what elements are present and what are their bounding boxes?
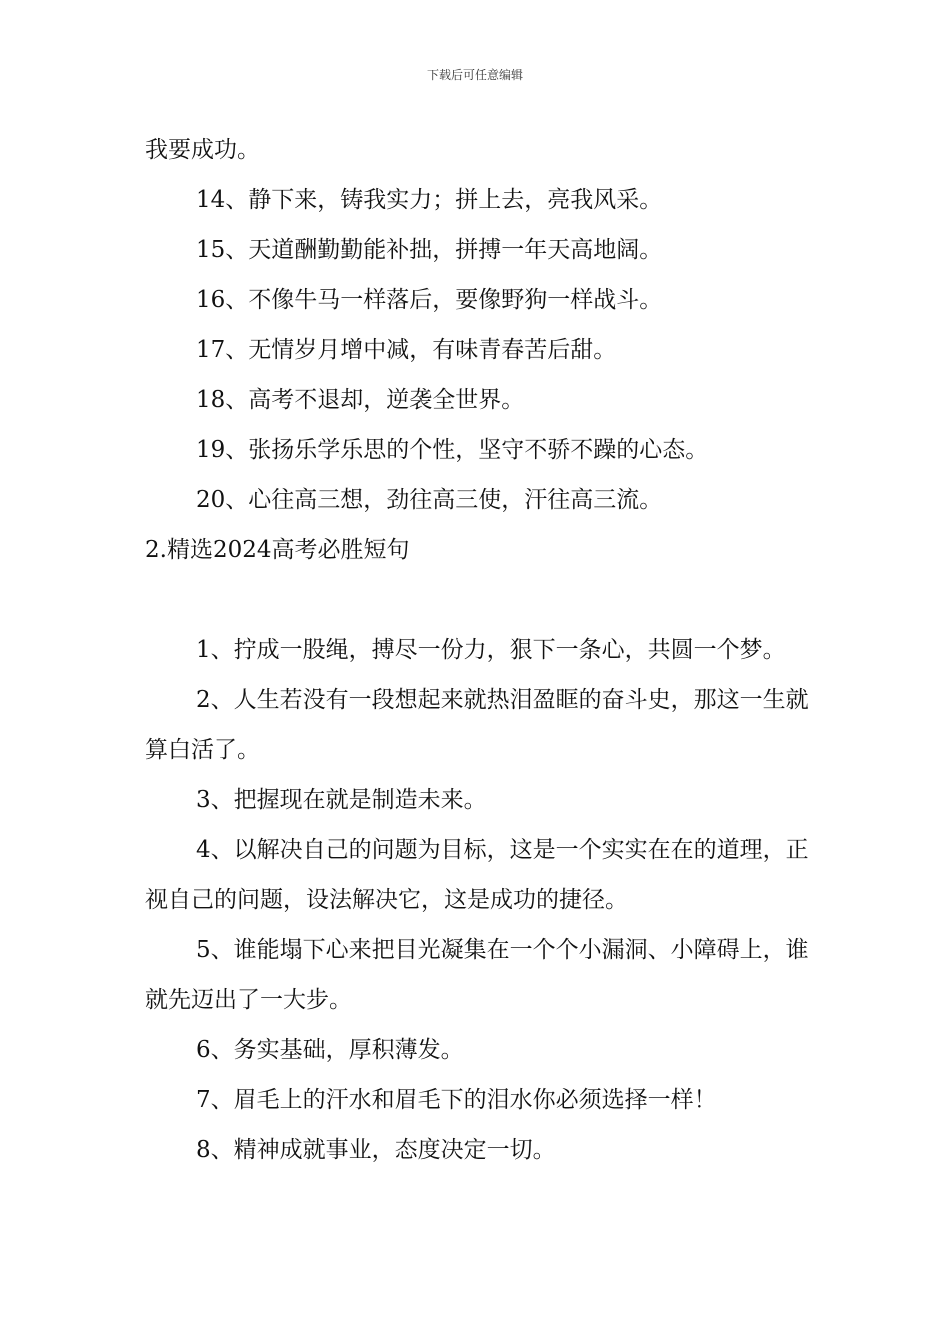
list-item: 17、无情岁月增中减，有味青春苦后甜。 [196,337,617,363]
list-item: 6、务实基础，厚积薄发。 [196,1037,464,1063]
list-item: 2、人生若没有一段想起来就热泪盈眶的奋斗史，那这一生就算白活了。 [145,687,809,763]
document-body [145,125,810,1175]
paragraph-continuation: 我要成功。 [145,137,260,163]
spacer [145,575,810,625]
list-item: 20、心往高三想，劲往高三使，汗往高三流。 [196,487,663,513]
list-item: 7、眉毛上的汗水和眉毛下的泪水你必须选择一样！ [196,1087,717,1113]
list-item: 14、静下来，铸我实力；拼上去，亮我风采。 [196,187,663,213]
list-item: 18、高考不退却，逆袭全世界。 [196,387,525,413]
list-item: 3、把握现在就是制造未来。 [196,787,487,813]
list-item: 1、拧成一股绳，搏尽一份力，狠下一条心，共圆一个梦。 [196,637,786,663]
section-heading: 2.精选2024高考必胜短句 [145,537,410,563]
list-item: 8、精神成就事业，态度决定一切。 [196,1137,556,1163]
list-item: 15、天道酬勤勤能补拙，拼搏一年天高地阔。 [196,237,663,263]
list-item: 16、不像牛马一样落后，要像野狗一样战斗。 [196,287,663,313]
page-header: 下载后可任意编辑 [426,68,523,82]
list-item: 5、谁能塌下心来把目光凝集在一个个小漏洞、小障碍上，谁就先迈出了一大步。 [145,937,809,1013]
list-item: 19、张扬乐学乐思的个性，坚守不骄不躁的心态。 [196,437,709,463]
list-item: 4、以解决自己的问题为目标，这是一个实实在在的道理，正视自己的问题，设法解决它，这是成功的捷径。 [145,837,809,913]
